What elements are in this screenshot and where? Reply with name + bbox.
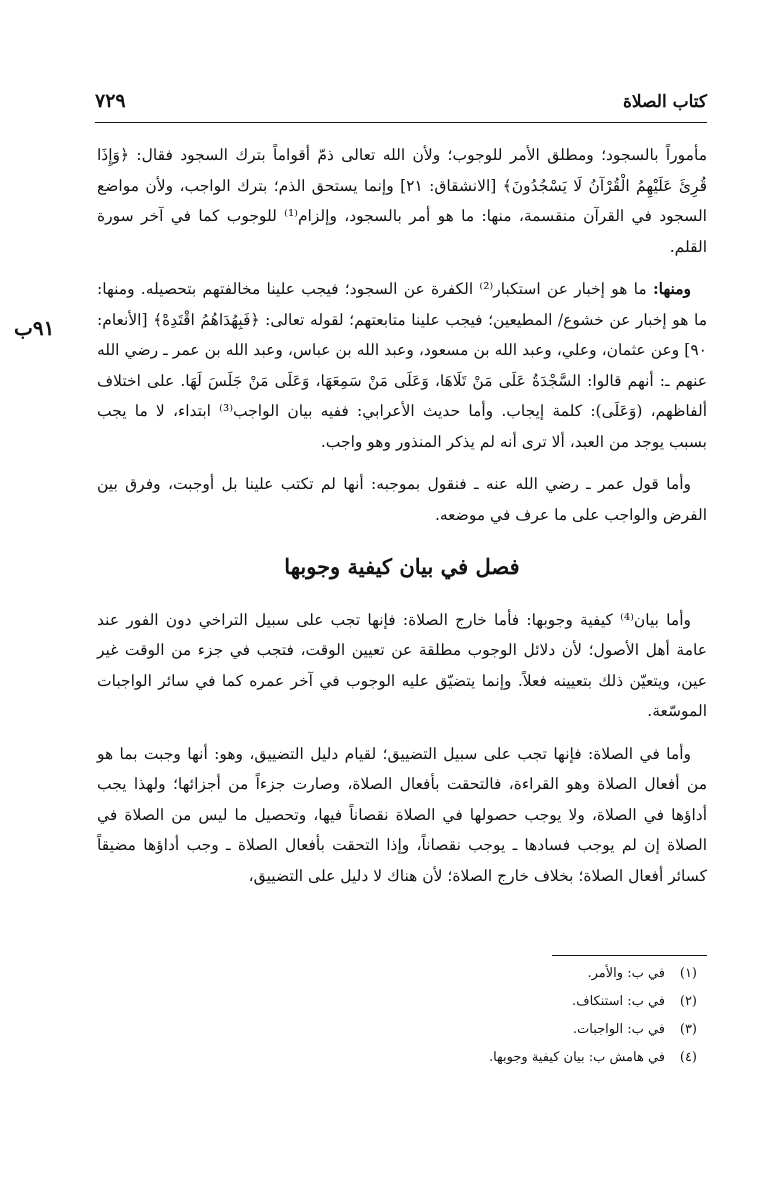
footnote [297, 960, 697, 988]
footnote-text: في هامش ب: بيان كيفية وجوبها. [488, 1050, 665, 1065]
section-heading: فصل في بيان كيفية وجوبها [284, 554, 520, 579]
footnote-number: (١) [679, 966, 697, 981]
footnote [297, 988, 697, 1016]
footnote-divider [552, 955, 707, 956]
paragraph-text: ما هو إخبار عن استكبار⁽²⁾ الكفرة عن السجود؛ فيجب علينا مخالفتهم بتحصيله. ومنها: ما هو إخبار عن خشوع/ المطيعين؛ فيجب علينا متابعتهم؛ لقوله تعالى: ﴿فَبِهُدَاهُمُ اقْتَدِهْ﴾ [الأنعام: ٩٠] وعن عثمان، وعلي، وعبد الله بن مسعود، وعبد الله بن عباس، وعبد الله بن عمر ـ رضي الله عنهم ـ: أنهم قالوا: السَّجْدَةُ عَلَى مَنْ تَلَاهَا، وَعَلَى مَنْ سَمِعَهَا، وَعَلَى مَنْ جَلَسَ لَهَا. على اختلاف ألفاظهم، (وَعَلَى): كلمة إيجاب. وأما حديث الأعرابي: ففيه بيان الواجب⁽³⁾ ابتداء، لا ما يجب بسبب يوجد من العبد، ألا ترى أنه لم يذكر المنذور وهو واجب. [97, 280, 708, 451]
paragraph [97, 739, 707, 892]
paragraph-text: وأما في الصلاة: فإنها تجب على سبيل التضييق؛ لقيام دليل التضييق، وهو: أنها وجبت بما هو من أفعال الصلاة وهو القراءة، فالتحقت بأفعال الصلاة، وصارت جزءاً من أجزائها؛ ولهذا يجب أداؤها في الصلاة، ولا يوجب حصولها في الصلاة نقصاناً فيها، وتحصيل ما ليس من الصلاة في الصلاة إن لم يوجب فسادها ـ يوجب نقصاناً، وإذا التحقت بأفعال الصلاة ـ وجب أداؤها مضيقاً كسائر أفعال الصلاة؛ بخلاف خارج الصلاة؛ لأن هناك لا دليل على التضييق، [97, 744, 707, 885]
paragraph [97, 605, 707, 727]
paragraph [97, 469, 707, 530]
footnote-number: (٢) [679, 994, 697, 1009]
manuscript-folio-note: ٩١ب [14, 316, 55, 340]
paragraph [97, 274, 707, 457]
footnote-number: (٤) [679, 1050, 697, 1065]
page-number: ٧٢٩ [95, 90, 126, 112]
paragraph-text: مأموراً بالسجود؛ ومطلق الأمر للوجوب؛ ولأن الله تعالى ذمّ أقواماً بترك السجود فقال: ﴿وَإِذَا قُرِئَ عَلَيْهِمُ الْقُرْآنُ لَا يَسْجُدُونَ﴾ [الانشقاق: ٢١] وإنما يستحق الذم؛ بترك الواجب، ولأن مواضع السجود في القرآن منقسمة، منها: ما هو أمر بالسجود، وإلزام⁽¹⁾ للوجوب كما في آخر سورة القلم. [97, 146, 707, 256]
paragraph-lead: ومنها: [652, 279, 691, 298]
running-title: كتاب الصلاة [622, 92, 707, 112]
footnote [297, 1016, 697, 1044]
footnote-text: في ب: استنكاف. [571, 994, 665, 1009]
footnote-text: في ب: الواجبات. [572, 1022, 665, 1037]
footnote-text: في ب: والأمر. [587, 966, 665, 981]
page-header [95, 88, 707, 123]
footnote-number: (٣) [679, 1022, 697, 1037]
paragraph [97, 140, 707, 262]
paragraph-text: وأما بيان⁽⁴⁾ كيفية وجوبها: فأما خارج الصلاة: فإنها تجب على سبيل التراخي دون الفور عند عامة أهل الأصول؛ لأن دلائل الوجوب مطلقة عن تعيين الوقت، فتجب في جزء من الوقت غير عين، ويتعيّن ذلك بتعيينه فعلاً. وإنما يتضيّق عليه الوجوب في آخر عمره كما في سائر الواجبات الموسّعة. [97, 610, 707, 720]
footnote [297, 1044, 697, 1072]
main-text [97, 140, 707, 903]
paragraph-text: وأما قول عمر ـ رضي الله عنه ـ فنقول بموجبه: أنها لم تكتب علينا بل أوجبت، وفرق بين الفرض والواجب على ما عرف في موضعه. [97, 475, 707, 524]
footnotes [297, 960, 697, 1072]
